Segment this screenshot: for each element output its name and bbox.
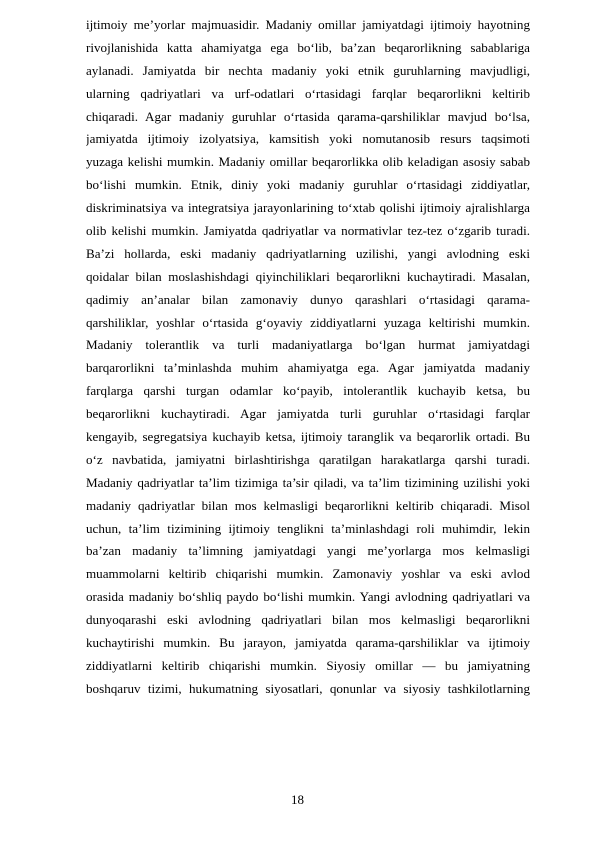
text-line-13: qadimiy an’analar bilan zamonaviy dunyo qarashlari o‘rtasidagi qarama- xyxy=(86,291,530,307)
text-line-27: dunyoqarashi eski avlodning qadriyatlari bilan mos kelmasligi beqarorlikni xyxy=(86,612,530,628)
text-line-3: aylanadi. Jamiyatda bir nechta madaniy yoki etnik guruhlarning mavjudligi, xyxy=(86,62,530,78)
text-line-21: Madaniy qadriyatlar ta’lim tizimiga ta’sir qiladi, va ta’lim tizimining uzilishi yoki xyxy=(86,474,530,490)
text-line-19: kengayib, segregatsiya kuchayib ketsa, ijtimoiy taranglik va beqarorlik ortadi. Bu xyxy=(86,429,530,445)
text-line-2: rivojlanishida katta ahamiyatga ega bo‘lib, ba’zan beqarorlikning sabablariga xyxy=(86,39,530,55)
text-line-12: qoidalar bilan moslashishdagi qiyinchiliklari beqarorlikni kuchaytiradi. Masalan, xyxy=(86,268,530,284)
text-line-15: Madaniy tolerantlik va turli madaniyatlarga bo‘lgan hurmat jamiyatdagi xyxy=(86,337,530,353)
text-line-24: ba’zan madaniy ta’limning jamiyatdagi yangi me’yorlarga mos kelmasligi xyxy=(86,543,530,559)
text-line-6: jamiyatda ijtimoiy izolyatsiya, kamsitish yoki nomutanosib resurs taqsimoti xyxy=(86,131,530,147)
text-line-29: ziddiyatlarni keltirib chiqarishi mumkin. Siyosiy omillar — bu jamiyatning xyxy=(86,657,530,673)
text-line-22: madaniy qadriyatlar bilan mos kelmasligi beqarorlikni keltirib chiqaradi. Misol xyxy=(86,497,530,513)
text-line-10: olib kelishi mumkin. Jamiyatda qadriyatlar va normativlar tez-tez o‘zgarib turadi. xyxy=(86,223,530,239)
text-line-18: beqarorlikni kuchaytiradi. Agar jamiyatda turli guruhlar o‘rtasidagi farqlar xyxy=(86,406,530,422)
text-line-16: barqarorlikni ta’minlashda muhim ahamiyatga ega. Agar jamiyatda madaniy xyxy=(86,360,530,376)
text-line-4: ularning qadriyatlari va urf-odatlari o‘rtasidagi farqlar beqarorlikni keltirib xyxy=(86,85,530,101)
text-line-1: ijtimoiy me’yorlar majmuasidir. Madaniy omillar jamiyatdagi ijtimoiy hayotning xyxy=(86,17,530,32)
text-line-11: Ba’zi hollarda, eski madaniy qadriyatlarning uzilishi, yangi avlodning eski xyxy=(86,245,530,261)
text-line-7: yuzaga kelishi mumkin. Madaniy omillar beqarorlikka olib keladigan asosiy sabab xyxy=(86,154,530,170)
text-line-25: muammolarni keltirib chiqarishi mumkin. Zamonaviy yoshlar va eski avlod xyxy=(86,566,530,582)
text-line-30: boshqaruv tizimi, hukumatning siyosatlari, qonunlar va siyosiy tashkilotlarning xyxy=(86,680,530,696)
text-line-5: chiqaradi. Agar madaniy guruhlar o‘rtasida qarama-qarshiliklar mavjud bo‘lsa, xyxy=(86,108,530,124)
body-text xyxy=(86,14,530,701)
text-line-23: uchun, ta’lim tizimining ijtimoiy tenglikni ta’minlashdagi roli muhimdir, lekin xyxy=(86,520,530,536)
text-line-8: bo‘lishi mumkin. Etnik, diniy yoki madaniy guruhlar o‘rtasidagi ziddiyatlar, xyxy=(86,177,530,193)
text-line-17: farqlarga qarshi turgan odamlar ko‘payib, intolerantlik kuchayib ketsa, bu xyxy=(86,383,530,399)
text-line-28: kuchaytirishi mumkin. Bu jarayon, jamiyatda qarama-qarshiliklar va ijtimoiy xyxy=(86,635,530,651)
page-number: 18 xyxy=(291,792,304,807)
text-line-26: orasida madaniy bo‘shliq paydo bo‘lishi mumkin. Yangi avlodning qadriyatlari va xyxy=(86,589,530,605)
text-line-9: diskriminatsiya va integratsiya jarayonlarining to‘xtab qolishi ijtimoiy ajralishlarga xyxy=(86,200,530,216)
text-line-14: qarshiliklar, yoshlar o‘rtasida g‘oyaviy ziddiyatlarni yuzaga keltirishi mumkin. xyxy=(86,314,530,330)
text-line-20: o‘z navbatida, jamiyatni birlashtirishga qaratilgan harakatlarga qarshi turadi. xyxy=(86,451,530,467)
